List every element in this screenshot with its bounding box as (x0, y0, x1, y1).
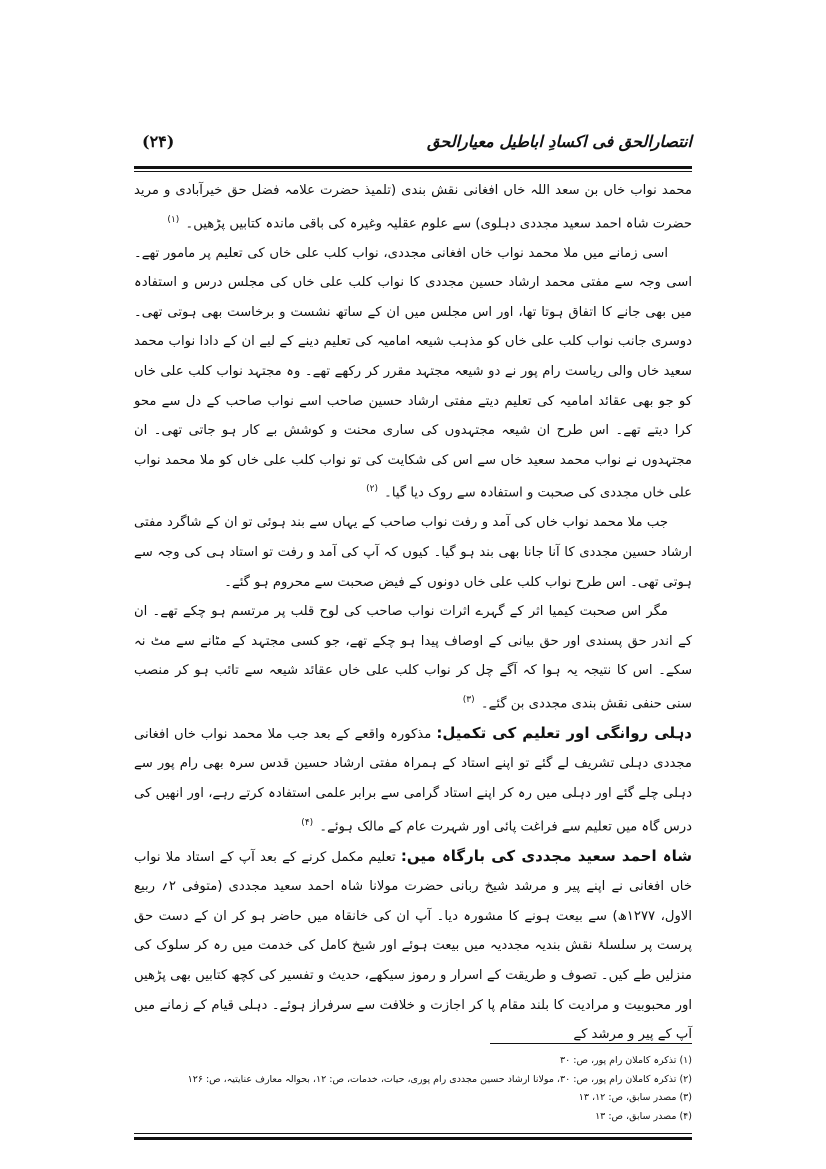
running-title: انتصارالحق فی اکسادِ اباطیل معیارالحق (427, 132, 692, 151)
footer-rule (134, 1137, 692, 1140)
footnote-3: (۳) مصدر سابق، ص: ۱۲، ۱۳ (578, 1092, 692, 1103)
footnote-ref-2: (۲) (366, 484, 378, 495)
footnote-4: (۴) مصدر سابق، ص: ۱۳ (595, 1110, 692, 1122)
paragraph-5 (134, 719, 692, 842)
footnote-divider (490, 1043, 692, 1044)
footnote-ref-4: (۴) (301, 817, 314, 828)
paragraph-6 (134, 842, 692, 1050)
footnotes (134, 1052, 692, 1126)
paragraph-5-text: مذکورہ واقعے کے بعد جب ملا محمد نواب خاں افغانی مجددی دہلی تشریف لے گئے تو اپنے استاد کے ہمراہ مفتی ارشاد حسین قدس سرہ بھی رام پور سے دہلی چلے گئے اور دہلی میں رہ کر اپنے استاد گرامی سے برابر علمی استفادہ کرتے رہے، اور انھیں کی درس گاہ میں تعلیم سے فراغت پائی اور شہرت عام کے مالک ہوئے۔ (134, 726, 692, 835)
paragraph-3 (134, 508, 692, 597)
paragraph-1 (134, 176, 692, 239)
page-number: (۲۴) (142, 132, 175, 151)
paragraph-4-text: مگر اس صحبت کیمیا اثر کے گہرے اثرات نواب صاحب کی لوح قلب پر مرتسم ہو چکے تھے۔ ان کے اندر حق پسندی اور حق بیانی کے اوصاف پیدا ہو چکے تھے، جو کسی مجتہد کے مٹانے سے مٹ نہ سکے۔ اس کا نتیجہ یہ ہوا کہ آگے چل کر نواب کلب علی خاں عقائد شیعہ سے تائب ہو کر منصب سنی حنفی نقش بندی مجددی بن گئے۔ (134, 604, 692, 712)
paragraph-3-text: جب ملا محمد نواب خاں کی آمد و رفت نواب صاحب کے یہاں سے بند ہوئی تو ان کے شاگرد مفتی ارشاد حسین مجددی کا آنا جانا بھی بند ہو گیا۔ کیوں کہ آپ کی آمد و رفت تو استاد ہی کی وجہ سے ہوتی تھی۔ اس طرح نواب کلب علی خاں دونوں کے فیض صحبت سے محروم ہو گئے۔ (134, 515, 692, 590)
body-text (134, 176, 693, 1043)
paragraph-2-text: اسی زمانے میں ملا محمد نواب خاں افغانی مجددی، نواب کلب علی خاں کی تعلیم پر مامور تھے۔ اسی وجہ سے مفتی محمد ارشاد حسین مجددی کا نواب کلب علی خاں کی مجلس درس و استفادہ میں بھی جانے کا اتفاق ہوتا تھا، اور اس مجلس میں ان کے ساتھ نشست و برخاست بھی ہوتی تھی۔ دوسری جانب نواب کلب علی خاں کو مذہب شیعہ امامیہ کی تعلیم دینے کے لیے ان کے دادا نواب محمد سعید خاں والی ریاست رام پور نے دو شیعہ مجتہد مقرر کر رکھے تھے۔ وہ مجتہد نواب کلب علی خاں کو جو بھی عقائد امامیہ کی تعلیم دیتے مفتی ارشاد حسین صاحب اسے نواب صاحب کے دل سے محو کرا دیتے تھے۔ اس طرح ان شیعہ مجتہدوں کی ساری محنت و کوشش بے کار ہو جاتی تھی۔ ان مجتہدوں نے نواب محمد سعید خاں سے اس کی شکایت کی تو نواب کلب علی خاں کو ملا محمد نواب علی خاں مجددی کی صحبت و استفادہ سے روک دیا گیا۔ (134, 245, 692, 501)
paragraph-6-text: تعلیم مکمل کرنے کے بعد آپ کے استاد ملا نواب خاں افغانی نے اپنے پیر و مرشد شیخ ربانی حضرت مولانا شاہ احمد سعید مجددی (متوفی ۲؍ ربیع الاول، ۱۲۷۷ھ) سے بیعت ہونے کا مشورہ دیا۔ آپ ان کی خانقاہ میں حاضر ہو کر ان کے دست حق پرست پر سلسلۂ نقش بندیہ مجددیہ میں بیعت ہوئے اور شیخ کامل کی خدمت میں رہ کر سلوک کی منزلیں طے کیں۔ تصوف و طریقت کے اسرار و رموز سیکھے، حدیث و تفسیر کی کچھ کتابیں بھی پڑھیں اور محبوبیت و مرادیت کا بلند مقام پا کر اجازت و خلافت سے سرفراز ہوئے۔ دہلی قیام کے زمانے میں آپ کے پیر و مرشد کے (134, 849, 692, 1043)
section-heading-shah-ahmad-saeed: شاہ احمد سعید مجددی کی بارگاہ میں: (400, 846, 692, 865)
header-rule (134, 166, 692, 169)
footnote-2: (۲) تذکرہ کاملان رام پور، ص: ۳۰، مولانا ارشاد حسین مجددی رام پوری، حیات، خدمات، ص: ۱۲، بحوالہ معارف عنایتیہ، ص: ۱۲۶ (187, 1073, 692, 1085)
section-heading-delhi: دہلی روانگی اور تعلیم کی تکمیل: (436, 723, 693, 742)
footnote-ref-3: (۳) (462, 694, 475, 705)
page-header (134, 128, 692, 162)
paragraph-1-text: محمد نواب خاں بن سعد اللہ خاں افغانی نقش بندی (تلمیذ حضرت علامہ فضل حق خیرآبادی و مرید حضرت شاہ احمد سعید مجددی دہلوی) سے علوم عقلیہ وغیرہ کی باقی ماندہ کتابیں پڑھیں۔ (134, 183, 692, 231)
header-rule-thin (134, 171, 692, 172)
paragraph-2 (134, 239, 692, 509)
footer-rule-thin (134, 1133, 692, 1134)
paragraph-4 (134, 597, 692, 719)
footnote-ref-1: (۱) (167, 214, 180, 225)
footnote-1: (۱) تذکرہ کاملان رام پور، ص: ۳۰ (560, 1055, 692, 1066)
